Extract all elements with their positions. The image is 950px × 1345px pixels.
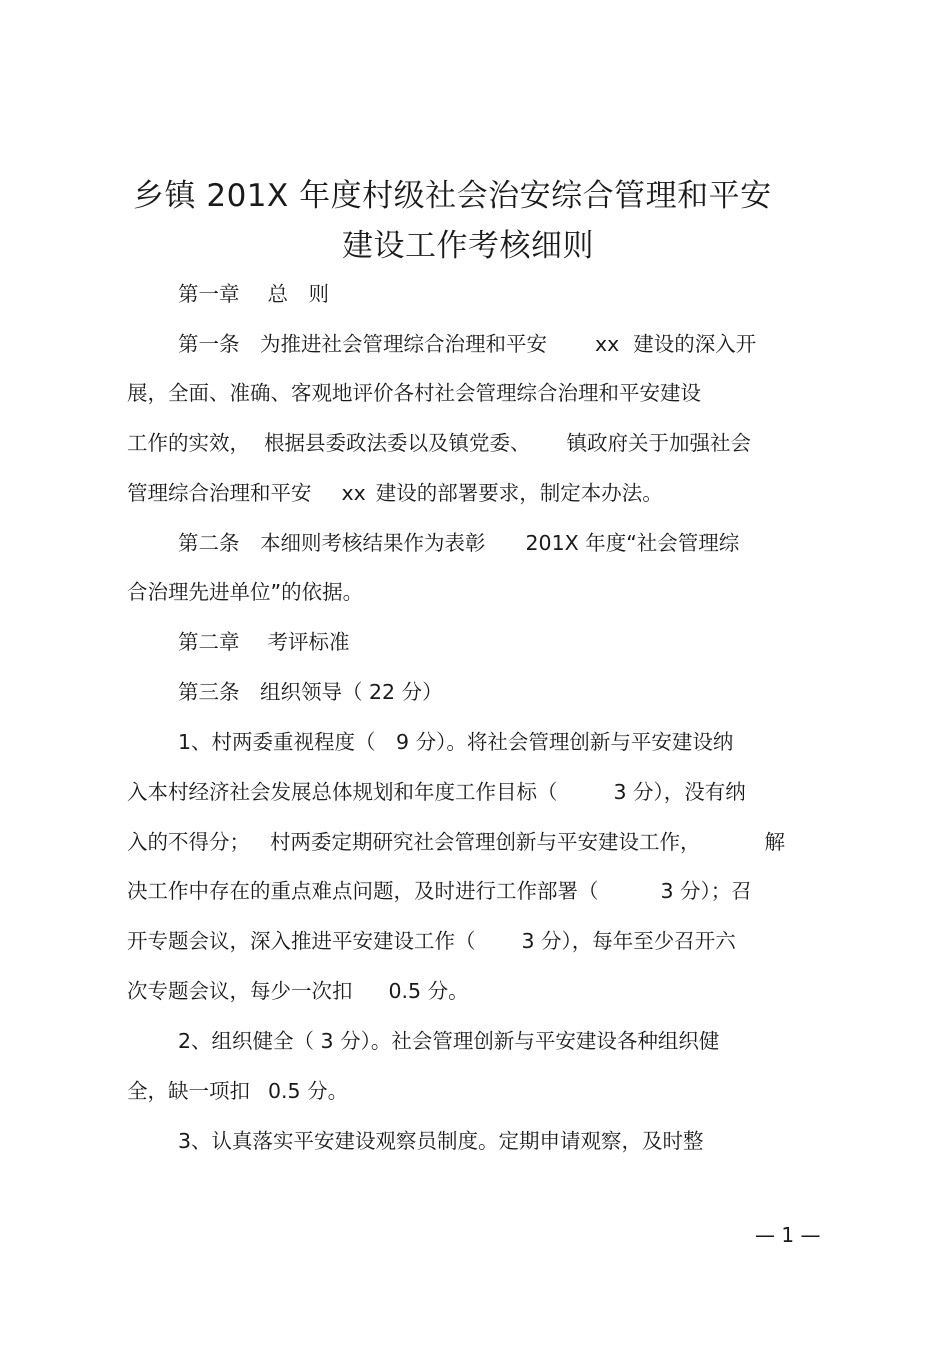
item2-line1: 2、组织健全（ 3 分）。社会管理创新与平安建设各种组织健 <box>178 1029 720 1053</box>
chapter-name: 总 则 <box>267 282 329 306</box>
chapter-name: 考评标准 <box>267 630 350 654</box>
item1-line4 <box>127 876 752 906</box>
text-segment: 镇政府关于加强社会 <box>566 431 751 455</box>
text-segment: 0.5 分。 <box>268 1079 349 1103</box>
text-segment: 0.5 分。 <box>388 979 469 1003</box>
text-segment: 建设的深入开 <box>633 332 757 356</box>
text-segment: 入的不得分； <box>127 830 250 854</box>
doc-title-line2: 建设工作考核细则 <box>342 228 594 264</box>
item1-line2 <box>127 777 746 807</box>
text-segment: 全，缺一项扣 <box>127 1079 250 1103</box>
article1-line3 <box>127 428 751 458</box>
text-segment: 根据县委政法委以及镇党委、 <box>264 431 531 455</box>
article1-line1 <box>178 329 756 359</box>
chapter-heading-1 <box>178 279 329 309</box>
chapter-heading-2 <box>178 627 350 657</box>
text-segment: 入本村经济社会发展总体规划和年度工作目标（ <box>127 780 558 804</box>
text-segment: xx <box>595 332 620 356</box>
article1-line4 <box>127 478 663 508</box>
text-segment: 村两委定期研究社会管理创新与平安建设工作， <box>270 830 701 854</box>
text-segment: 第一条 为推进社会管理综合治理和平安 <box>178 332 547 356</box>
text-segment: 工作的实效， <box>127 431 250 455</box>
text-segment: xx <box>341 481 366 505</box>
page-number: — 1 — <box>755 1223 821 1247</box>
item1-line1: 1、村两委重视程度（ 9 分）。将社会管理创新与平安建设纳 <box>178 730 734 754</box>
text-segment: 开专题会议，深入推进平安建设工作（ <box>127 929 476 953</box>
item3-line1: 3、认真落实平安建设观察员制度。定期申请观察，及时整 <box>178 1129 704 1153</box>
text-segment: 201X 年度“社会管理综 <box>525 531 740 555</box>
text-segment: 3 分），没有纳 <box>613 780 746 804</box>
article2-line1 <box>178 528 739 558</box>
text-segment: 3 分）；召 <box>660 879 752 903</box>
article3-heading: 第三条 组织领导（ 22 分） <box>178 680 443 704</box>
item2-line2 <box>127 1076 348 1106</box>
article1-line2: 展，全面、准确、客观地评价各村社会管理综合治理和平安建设 <box>127 381 701 405</box>
chapter-label: 第二章 <box>178 630 240 654</box>
item1-line5 <box>127 926 736 956</box>
text-segment: 次专题会议，每少一次扣 <box>127 979 353 1003</box>
text-segment: 管理综合治理和平安 <box>127 481 312 505</box>
text-segment: 解 <box>764 830 785 854</box>
item1-line3 <box>127 827 785 857</box>
text-segment: 3 分），每年至少召开六 <box>521 929 736 953</box>
text-segment: 决工作中存在的重点难点问题，及时进行工作部署（ <box>127 879 599 903</box>
article2-line2: 合治理先进单位”的依据。 <box>127 580 364 604</box>
text-segment: 建设的部署要求，制定本办法。 <box>375 481 663 505</box>
item1-line6 <box>127 976 469 1006</box>
chapter-label: 第一章 <box>178 282 240 306</box>
text-segment: 第二条 本细则考核结果作为表彰 <box>178 531 486 555</box>
doc-title-line1: 乡镇 201X 年度村级社会治安综合管理和平安 <box>133 178 772 214</box>
